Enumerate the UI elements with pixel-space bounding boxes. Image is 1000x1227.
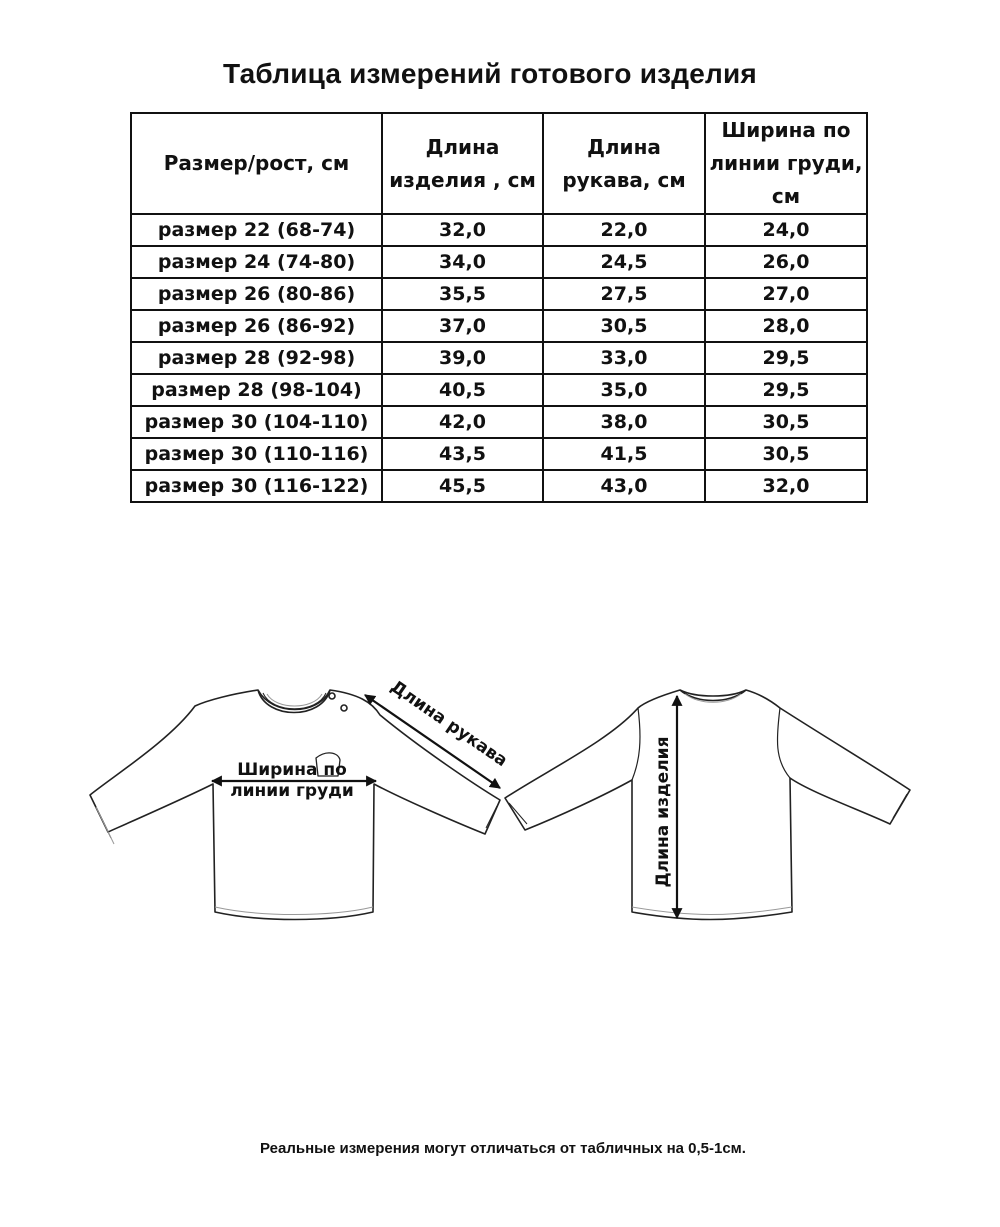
measurement-cell: 32,0 [382, 214, 543, 246]
measurement-cell: 40,5 [382, 374, 543, 406]
measurement-cell: 38,0 [543, 406, 705, 438]
table-row [131, 310, 867, 342]
garment-length-label: Длина изделия [653, 736, 673, 888]
table-row [131, 278, 867, 310]
measurement-cell: 27,0 [705, 278, 867, 310]
measurement-cell: 37,0 [382, 310, 543, 342]
column-header-line: см [771, 184, 801, 208]
column-header-line: изделия , см [389, 167, 536, 192]
footnote: Реальные измерения могут отличаться от табличных на 0,5-1см. [260, 1140, 746, 1157]
measurement-cell: 30,5 [705, 406, 867, 438]
chest-label-line2: линии груди [230, 781, 354, 801]
column-header-line: Длина [425, 134, 500, 159]
column-header [382, 113, 543, 214]
measurement-cell: 29,5 [705, 374, 867, 406]
size-cell: размер 28 (92-98) [131, 342, 382, 374]
size-cell: размер 28 (98-104) [131, 374, 382, 406]
measurement-cell: 34,0 [382, 246, 543, 278]
measurement-cell: 24,0 [705, 214, 867, 246]
column-header-line: рукава, см [562, 167, 686, 192]
table-row [131, 374, 867, 406]
table-row [131, 214, 867, 246]
table-header-row [131, 113, 867, 214]
measurement-cell: 29,5 [705, 342, 867, 374]
measurement-cell: 35,5 [382, 278, 543, 310]
measurement-cell: 30,5 [705, 438, 867, 470]
page-title: Таблица измерений готового изделия [223, 58, 757, 89]
measurement-cell: 41,5 [543, 438, 705, 470]
measurement-cell: 26,0 [705, 246, 867, 278]
table-row [131, 406, 867, 438]
measurement-cell: 43,5 [382, 438, 543, 470]
measurement-cell: 42,0 [382, 406, 543, 438]
size-cell: размер 30 (104-110) [131, 406, 382, 438]
garment-diagram [0, 660, 1000, 940]
measurement-cell: 43,0 [543, 470, 705, 502]
table-row [131, 342, 867, 374]
chest-label-line1: Ширина по [237, 760, 347, 780]
column-header-line: линии груди, [709, 151, 863, 175]
column-header-line: Длина [587, 134, 661, 159]
size-table [130, 112, 868, 503]
measurement-cell: 28,0 [705, 310, 867, 342]
column-header [705, 113, 867, 214]
table-row [131, 246, 867, 278]
sleeve-length-label: Длина рукава [386, 676, 512, 771]
column-header-line: Размер/рост, см [163, 151, 350, 175]
size-cell: размер 26 (80-86) [131, 278, 382, 310]
table-body [131, 214, 867, 502]
size-cell: размер 30 (116-122) [131, 470, 382, 502]
measurement-cell: 30,5 [543, 310, 705, 342]
measurement-cell: 45,5 [382, 470, 543, 502]
measurement-cell: 39,0 [382, 342, 543, 374]
measurement-cell: 27,5 [543, 278, 705, 310]
size-cell: размер 24 (74-80) [131, 246, 382, 278]
measurement-cell: 24,5 [543, 246, 705, 278]
size-cell: размер 30 (110-116) [131, 438, 382, 470]
column-header [131, 113, 382, 214]
measurement-cell: 35,0 [543, 374, 705, 406]
column-header [543, 113, 705, 214]
measurement-cell: 22,0 [543, 214, 705, 246]
measurement-cell: 33,0 [543, 342, 705, 374]
measurement-cell: 32,0 [705, 470, 867, 502]
size-cell: размер 26 (86-92) [131, 310, 382, 342]
back-view [505, 690, 910, 920]
size-cell: размер 22 (68-74) [131, 214, 382, 246]
table-row [131, 438, 867, 470]
column-header-line: Ширина по [721, 118, 851, 142]
table-row [131, 470, 867, 502]
